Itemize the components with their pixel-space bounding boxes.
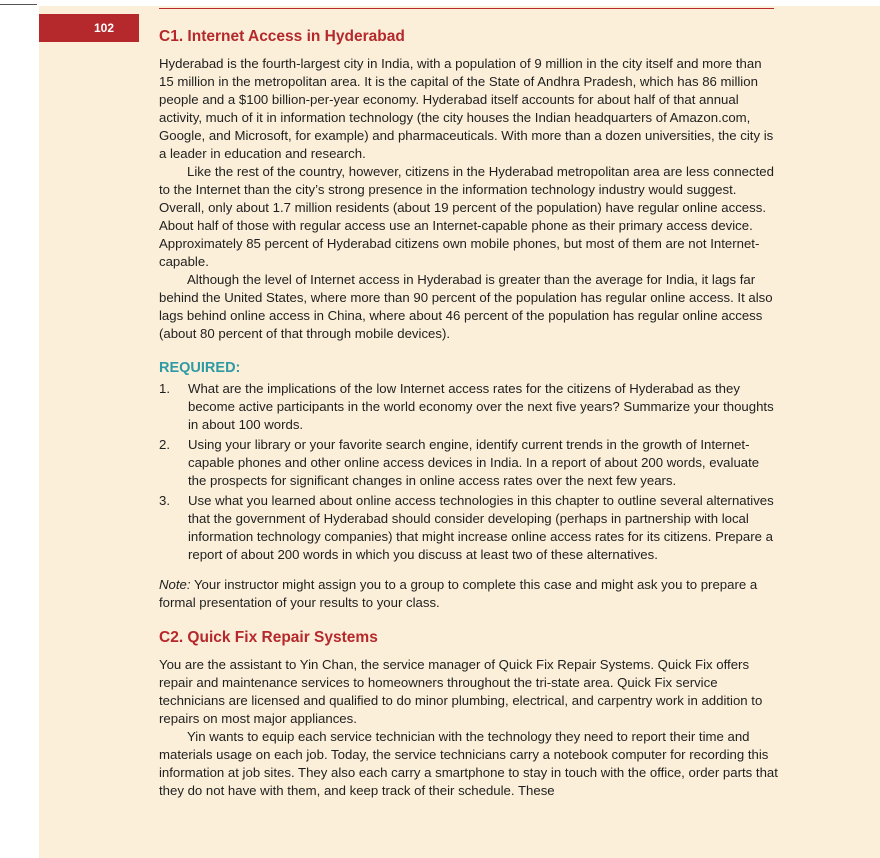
note-text: Your instructor might assign you to a group to complete this case and might ask you to prepare a formal presentation of your results to your class. <box>159 577 758 610</box>
page-content <box>159 26 779 800</box>
case1-paragraph-2: Like the rest of the country, however, citizens in the Hyderabad metropolitan area are less connected to the Internet than the city’s strong presence in the information technology industry would suggest. Overall, only about 1.7 million residents (about 19 percent of the population) have regular online access. About half of those with regular access use an Internet-capable phone as their primary access device. Approximately 85 percent of Hyderabad citizens own mobile phones, but most of them are not Internet-capable. <box>159 164 774 269</box>
required-item <box>159 492 779 564</box>
case2-paragraph-2: Yin wants to equip each service technician with the technology they need to report their time and materials usage on each job. Today, the service technicians carry a notebook computer for recording this information at job sites. They also each carry a smartphone to stay in touch with the office, order parts that they do not have with them, and keep track of their schedule. These <box>159 729 778 798</box>
case1-paragraph-1: Hyderabad is the fourth-largest city in India, with a population of 9 million in the city itself and more than 15 million in the metropolitan area. It is the capital of the State of Andhra Pradesh, which has 86 million people and a $100 billion-per-year economy. Hyderabad itself accounts for about half of that annual activity, much of it in information technology (the city houses the Indian headquarters of Amazon.com, Google, and Microsoft, for example) and pharmaceuticals. With more than a dozen universities, the city is a leader in education and research. <box>159 56 774 161</box>
required-heading: REQUIRED: <box>159 360 241 376</box>
page-number: 102 <box>93 21 114 35</box>
required-item <box>159 436 779 490</box>
required-item <box>159 380 779 434</box>
case2-paragraph-1: You are the assistant to Yin Chan, the service manager of Quick Fix Repair Systems. Quick Fix offers repair and maintenance services to homeowners throughout the tri-state area. Quick Fix service technicians are licensed and qualified to do minor plumbing, electrical, and carpentry work in addition to repairs on most major appliances. <box>159 657 763 726</box>
page-number-tab <box>39 14 139 42</box>
required-item-number: 1. <box>159 381 170 396</box>
required-list <box>159 380 779 564</box>
note-paragraph <box>159 576 779 612</box>
required-item-text: Using your library or your favorite search engine, identify current trends in the growth of Internet-capable phones and other online access devices in India. In a report of about 200 words, evaluate the prospects for significant changes in online access rates over the next few years. <box>188 437 760 488</box>
required-item-number: 2. <box>159 437 170 452</box>
case1-paragraph-3: Although the level of Internet access in Hyderabad is greater than the average for India, it lags far behind the United States, where more than 90 percent of the population has regular online access. It also lags behind online access in China, where about 46 percent of the population has regular online access (about 80 percent of that through mobile devices). <box>159 272 773 341</box>
required-item-text: Use what you learned about online access technologies in this chapter to outline several alternatives that the government of Hyderabad should consider developing (perhaps in partnership with local information technology companies) that might increase online access rates for its citizens. Prepare a report of about 200 words in which you discuss at least two of these alternatives. <box>188 493 774 562</box>
top-rule-left <box>0 4 37 5</box>
required-item-text: What are the implications of the low Internet access rates for the citizens of Hyderabad as they become active participants in the world economy over the next five years? Summarize your thoughts in about 100 words. <box>188 381 774 432</box>
required-item-number: 3. <box>159 493 170 508</box>
top-rule <box>159 8 774 9</box>
case2-title: C2. Quick Fix Repair Systems <box>159 629 378 646</box>
note-label: Note: <box>159 577 191 592</box>
case1-title: C1. Internet Access in Hyderabad <box>159 28 405 45</box>
